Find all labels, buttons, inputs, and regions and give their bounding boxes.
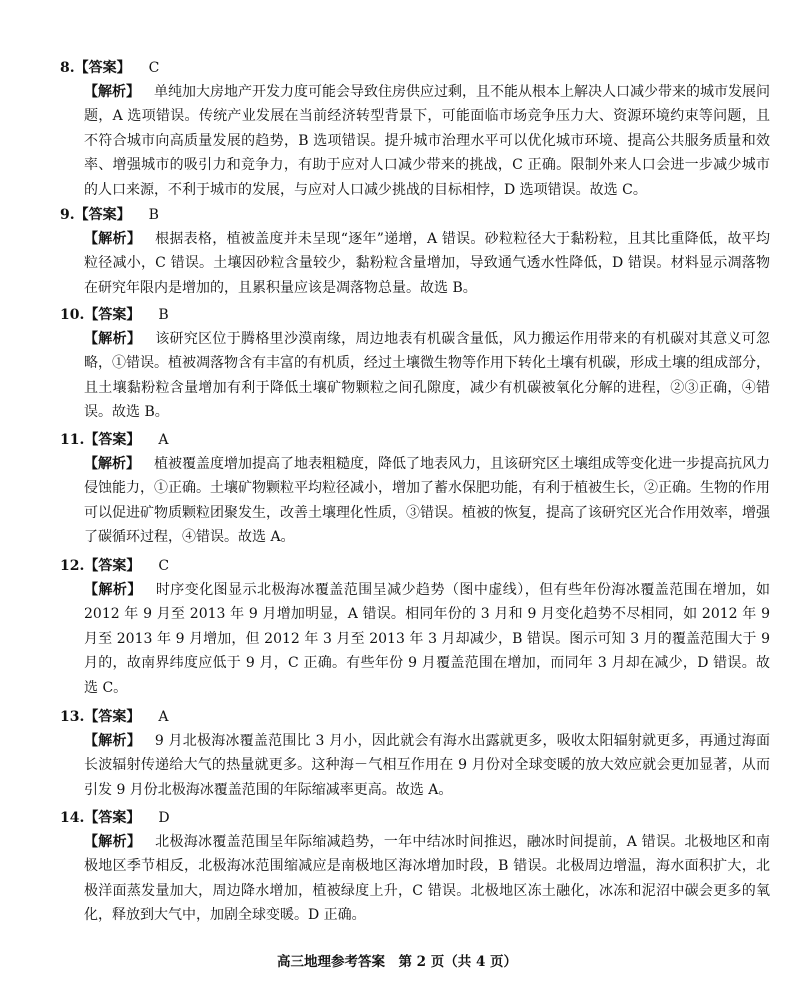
answer-tag: 【答案】 bbox=[84, 709, 141, 725]
answer-letter: D bbox=[158, 810, 170, 826]
question-11 bbox=[60, 428, 770, 550]
question-13 bbox=[60, 705, 770, 802]
analysis bbox=[84, 452, 770, 550]
analysis bbox=[84, 227, 770, 300]
analysis-tag: 【解析】 bbox=[84, 582, 142, 598]
question-number: 10. bbox=[60, 307, 85, 323]
analysis-text: 北极海冰覆盖范围呈年际缩减趋势，一年中结冰时间推迟，融冰时间提前，A 错误。北极地区和南极地区季节相反，北极海冰范围缩减应是南极地区海冰增加时段，B 错误。北极周边增温，海水面积扩大，北极洋面蒸发量加大，周边降水增加，植被绿度上升，C 错误。北极地区冻土融化，冰冻和泥沼中碳会更多的氧化，释放到大气中，加剧全球变暖。D 正确。 bbox=[84, 834, 770, 924]
question-number: 8. bbox=[60, 60, 75, 76]
analysis-tag: 【解析】 bbox=[84, 231, 142, 247]
answer-line bbox=[60, 303, 770, 327]
page-footer: 高三地理参考答案 第 2 页（共 4 页） bbox=[276, 954, 518, 970]
answer-tag: 【答案】 bbox=[84, 810, 141, 826]
analysis bbox=[84, 729, 770, 802]
answer-line bbox=[60, 806, 770, 830]
analysis-tag: 【解析】 bbox=[84, 84, 140, 100]
analysis bbox=[84, 327, 770, 425]
answer-letter: C bbox=[158, 558, 170, 574]
answer-letter: B bbox=[148, 207, 159, 223]
question-number: 12. bbox=[60, 558, 85, 574]
question-8 bbox=[60, 56, 770, 202]
analysis-tag: 【解析】 bbox=[84, 733, 141, 749]
answer-line bbox=[60, 203, 770, 227]
answer-letter: C bbox=[148, 60, 160, 76]
answer-line bbox=[60, 428, 770, 452]
answer-letter: B bbox=[158, 307, 169, 323]
analysis-text: 9 月北极海冰覆盖范围比 3 月小，因此就会有海水出露就更多，吸收太阳辐射就更多，再通过海面长波辐射传递给大气的热量就更多。这种海－气相互作用在 9 月份对全球变暖的放大效应就会更加显著，从而引发 9 月份北极海冰覆盖范围的年际缩减率更高。故选 A。 bbox=[84, 733, 770, 798]
answer-tag: 【答案】 bbox=[84, 307, 141, 323]
answer-tag: 【答案】 bbox=[84, 558, 141, 574]
analysis-text: 根据表格，植被盖度并未呈现“逐年”递增，A 错误。砂粒粒径大于黏粉粒，且其比重降低，故平均粒径减小，C 错误。土壤因砂粒含量较少，黏粉粒含量增加，导致通气透水性降低，D 错误。材料显示凋落物在研究年限内是增加的，且累积量应该是凋落物总量。故选 B。 bbox=[84, 231, 771, 296]
analysis bbox=[84, 578, 770, 700]
analysis-tag: 【解析】 bbox=[84, 834, 142, 850]
answer-letter: A bbox=[158, 709, 169, 725]
analysis-text: 植被覆盖度增加提高了地表粗糙度，降低了地表风力，且该研究区土壤组成等变化进一步提高抗风力侵蚀能力，①正确。土壤矿物颗粒平均粒径减小，增加了蓄水保肥功能，有利于植被生长，②正确。生物的作用可以促进矿物质颗粒团聚发生，改善土壤理化性质，③错误。植被的恢复，提高了该研究区光合作用效率，增强了碳循环过程，④错误。故选 A。 bbox=[84, 456, 770, 546]
question-number: 9. bbox=[60, 207, 75, 223]
answer-tag: 【答案】 bbox=[84, 432, 141, 448]
question-number: 11. bbox=[60, 432, 85, 448]
analysis-tag: 【解析】 bbox=[84, 456, 140, 472]
analysis-tag: 【解析】 bbox=[84, 331, 142, 347]
analysis bbox=[84, 80, 770, 202]
analysis-text: 该研究区位于腾格里沙漠南缘，周边地表有机碳含量低，风力搬运作用带来的有机碳对其意义可忽略，①错误。植被凋落物含有丰富的有机质，经过土壤微生物等作用下转化土壤有机碳，形成土壤的组成部分，且土壤黏粉粒含量增加有利于降低土壤矿物颗粒之间孔隙度，减少有机碳被氧化分解的进程，②③正确，④错误。故选 B。 bbox=[84, 331, 770, 421]
analysis bbox=[84, 830, 770, 928]
question-9 bbox=[60, 203, 770, 300]
question-number: 13. bbox=[60, 709, 85, 725]
answer-letter: A bbox=[158, 432, 169, 448]
answer-line bbox=[60, 554, 770, 578]
answer-tag: 【答案】 bbox=[74, 60, 131, 76]
answer-tag: 【答案】 bbox=[74, 207, 131, 223]
answer-line bbox=[60, 56, 770, 80]
question-14 bbox=[60, 806, 770, 928]
analysis-text: 时序变化图显示北极海冰覆盖范围呈减少趋势（图中虚线），但有些年份海冰覆盖范围在增加，如 2012 年 9 月至 2013 年 9 月增加明显，A 错误。相同年份的 3 月和 9 月变化趋势不尽相同，如 2012 年 9 月至 2013 年 9 月增加，但 2012 年 3 月至 2013 年 3 月却减少，B 错误。图示可知 3 月的覆盖范围大于 9 月的，故南界纬度应低于 9 月，C 正确。有些年份 9 月覆盖范围在增加，而同年 3 月却在减少，D 错误。故选 C。 bbox=[84, 582, 770, 696]
answer-line bbox=[60, 705, 770, 729]
analysis-text: 单纯加大房地产开发力度可能会导致住房供应过剩，且不能从根本上解决人口减少带来的城市发展问题，A 选项错误。传统产业发展在当前经济转型背景下，可能面临市场竞争压力大、资源环境约束等问题，且不符合城市向高质量发展的趋势，B 选项错误。提升城市治理水平可以优化城市环境、提高公共服务质量和效率、增强城市的吸引力和竞争力，有助于应对人口减少带来的挑战，C 正确。限制外来人口会进一步减少城市的人口来源，不利于城市的发展，与应对人口减少挑战的目标相悖，D 选项错误。故选 C。 bbox=[84, 84, 770, 198]
question-12 bbox=[60, 554, 770, 700]
question-10 bbox=[60, 303, 770, 425]
question-number: 14. bbox=[60, 810, 85, 826]
